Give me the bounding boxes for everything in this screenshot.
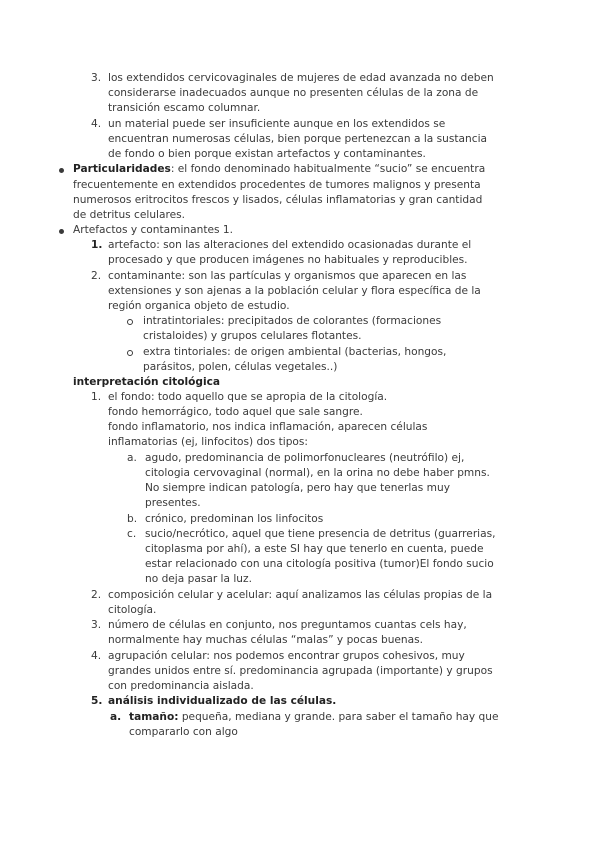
text-line (129, 710, 499, 725)
text-line: extra tintoriales: de origen ambiental (bacterias, hongos, (143, 346, 447, 358)
text-line: citologia cervovaginal (normal), en la orina no debe haber pmns. (145, 467, 490, 479)
text-line: inflamatorias (ej, linfocitos) dos tipos: (108, 436, 308, 448)
text-line: citología. (108, 604, 157, 616)
list-letter: c. (127, 528, 137, 540)
text-line: Artefactos y contaminantes 1. (73, 224, 233, 236)
text-line: extensiones y son ajenas a la población celular y flora específica de la (108, 285, 481, 297)
list-number: 5. (91, 695, 103, 707)
text-line: cristaloides) y grupos celulares flotantes. (143, 330, 362, 342)
text-line: frecuentemente en extendidos procedentes de tumores malignos y presenta (73, 179, 481, 191)
text-line: número de células en conjunto, nos preguntamos cuantas cels hay, (108, 619, 467, 631)
text-line: con predominancia aislada. (108, 680, 254, 692)
section-heading: interpretación citológica (73, 376, 221, 388)
circle-bullet-icon (127, 319, 133, 325)
text-line: procesado y que producen imágenes no habituales y reproducibles. (108, 254, 468, 266)
text-line (73, 162, 485, 177)
text-line: región organica objeto de estudio. (108, 300, 290, 312)
text-line: no deja pasar la luz. (145, 573, 252, 585)
text-line: de detritus celulares. (73, 209, 186, 221)
text-line: presentes. (145, 497, 201, 509)
text-line: grandes unidos entre sí. predominancia agrupada (importante) y grupos (108, 665, 493, 677)
text-line: análisis individualizado de las células. (108, 695, 337, 707)
text-line: parásitos, polen, células vegetales..) (143, 361, 338, 373)
bold-label: tamaño: (129, 711, 179, 723)
list-letter: b. (127, 513, 138, 525)
text-line: intratintoriales: precipitados de colorantes (formaciones (143, 315, 442, 327)
list-number: 1. (91, 391, 102, 403)
text-line: estar relacionado con una citología positiva (tumor)El fondo sucio (145, 558, 494, 570)
text-line: transición escamo columnar. (108, 102, 261, 114)
list-number: 3. (91, 619, 102, 631)
text-line: agrupación celular: nos podemos encontrar grupos cohesivos, muy (108, 650, 465, 662)
list-number: 1. (91, 239, 103, 251)
text-line: crónico, predominan los linfocitos (145, 513, 324, 525)
text-span: pequeña, mediana y grande. para saber el tamaño hay que (178, 711, 499, 723)
text-line: No siempre indican patología, pero hay que tenerlas muy (145, 482, 450, 494)
text-line: compararlo con algo (129, 726, 238, 738)
text-line: sucio/necrótico, aquel que tiene presencia de detritus (guarrerias, (145, 528, 496, 540)
text-line: considerarse inadecuados aunque no presenten células de la zona de (108, 87, 479, 99)
text-line: el fondo: todo aquello que se apropia de la citología. (108, 391, 388, 403)
list-number: 2. (91, 589, 102, 601)
text-line: artefacto: son las alteraciones del extendido ocasionadas durante el (108, 239, 472, 251)
circle-bullet-icon (127, 350, 133, 356)
list-number: 3. (91, 72, 102, 84)
text-line: numerosos eritrocitos frescos y lisados, células inflamatorias y gran cantidad (73, 194, 483, 206)
list-letter: a. (110, 711, 122, 723)
text-line: agudo, predominancia de polimorfonucleares (neutrófilo) ej, (145, 452, 465, 464)
list-letter: a. (127, 452, 137, 464)
bullet-icon (59, 168, 64, 173)
text-line: de fondo o bien porque existan artefactos y contaminantes. (108, 148, 426, 160)
bullet-icon (59, 229, 64, 234)
text-line: citoplasma por ahí), a este SI hay que tenerlo en cuenta, puede (145, 543, 484, 555)
list-number: 2. (91, 270, 102, 282)
bold-label: Particularidades (73, 163, 171, 175)
text-line: un material puede ser insuficiente aunque en los extendidos se (108, 118, 446, 130)
text-line: fondo hemorrágico, todo aquel que sale sangre. (108, 406, 363, 418)
text-line: normalmente hay muchas células “malas” y pocas buenas. (108, 634, 424, 646)
text-line: fondo inflamatorio, nos indica inflamación, aparecen células (108, 421, 428, 433)
text-line: encuentran numerosas células, bien porque pertenezcan a la sustancia (108, 133, 488, 145)
list-number: 4. (91, 650, 102, 662)
text-line: composición celular y acelular: aquí analizamos las células propias de la (108, 589, 493, 601)
list-number: 4. (91, 118, 102, 130)
text-line: los extendidos cervicovaginales de mujeres de edad avanzada no deben (108, 72, 494, 84)
text-line: contaminante: son las partículas y organismos que aparecen en las (108, 270, 467, 282)
text-span: : el fondo denominado habitualmente “sucio” se encuentra (170, 163, 486, 175)
